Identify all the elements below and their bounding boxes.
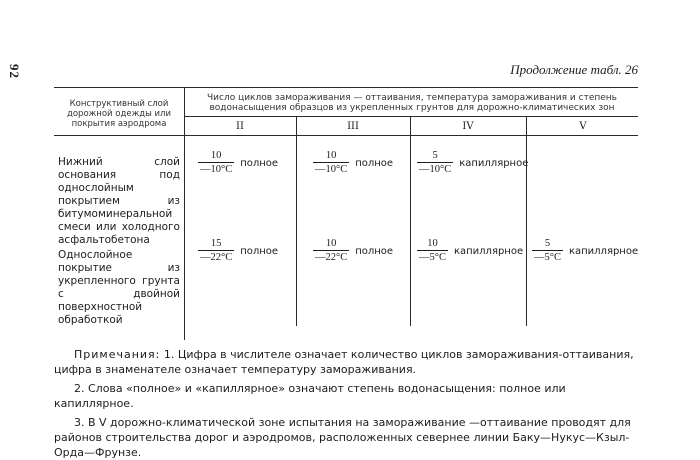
row-2-zone-IV-cell: [417, 238, 523, 264]
fraction: [417, 238, 448, 264]
saturation-condition: капиллярное: [459, 157, 529, 169]
note-1: [54, 347, 638, 377]
cycles-value: 10: [210, 150, 222, 161]
page-number: 92: [7, 64, 22, 79]
cycles-value: 10: [325, 150, 337, 161]
saturation-condition: капиллярное: [568, 245, 639, 257]
saturation-condition: полное: [240, 157, 279, 169]
temperature-value: —5°С: [419, 252, 446, 263]
row-1-zone-II-cell: [198, 150, 278, 176]
note-1-text: 1. Цифра в числителе означает количество циклов замораживания-оттаивания, цифра в знаменателе означает температуру замораживания.: [54, 348, 634, 376]
temperature-value: —10°С: [200, 164, 233, 175]
zone-III: III: [347, 121, 359, 132]
fraction: [313, 150, 349, 176]
zone-II: II: [236, 121, 244, 132]
cycles-value: 5: [432, 150, 438, 161]
note-3: 3. В V дорожно-климатической зоне испытания на замораживание —оттаивание проводят для районов строительства дорог и аэродромов, расположенных севернее линии Баку—Нукус—Кзыл-Орда—Фрунзе.: [54, 416, 631, 459]
notes-block: [54, 347, 638, 460]
header-divider-rule: [184, 116, 638, 117]
row-2-label: Однослойное покрытие из укрепленного грунта с двойной поверхностной обработкой: [58, 249, 180, 326]
notes-heading: Примечания:: [74, 348, 161, 361]
row-1-zone-III-cell: [313, 150, 393, 176]
zone-IV: IV: [462, 121, 474, 132]
header-bottom-rule: [54, 135, 638, 136]
zone-V: V: [579, 121, 587, 132]
fraction: [198, 150, 234, 176]
temperature-value: —22°С: [315, 252, 348, 263]
row-1-zone-IV-cell: [417, 150, 528, 176]
saturation-condition: капиллярное: [453, 245, 524, 257]
saturation-condition: полное: [355, 245, 394, 257]
row-2-zone-V-cell: [532, 238, 638, 264]
column-rule-3: [410, 116, 411, 326]
header-zones-title: Число циклов замораживания — оттаивания, температура замораживания и степень водонасыщения образцов из укрепленных грунтов для дорожно-климатических зон: [207, 93, 617, 113]
temperature-value: —22°С: [200, 252, 233, 263]
cycles-value: 10: [325, 238, 337, 249]
column-rule-1: [184, 87, 185, 340]
temperature-value: —10°С: [419, 164, 452, 175]
table-top-rule: [54, 87, 638, 88]
temperature-value: —10°С: [315, 164, 348, 175]
fraction: [532, 238, 563, 264]
row-1-label: Нижний слой основания под однослойным покрытием из битумоминеральной смеси или холодного асфальтобетона: [58, 156, 180, 246]
cycles-value: 15: [210, 238, 222, 249]
cycles-value: 5: [544, 238, 551, 249]
row-2-zone-II-cell: [198, 238, 278, 264]
cycles-value: 10: [427, 238, 438, 249]
saturation-condition: полное: [355, 157, 394, 169]
fraction: [417, 150, 453, 176]
saturation-condition: полное: [240, 245, 279, 257]
table-continuation-caption: Продолжение табл. 26: [510, 62, 638, 77]
row-2-zone-III-cell: [313, 238, 393, 264]
note-2: 2. Слова «полное» и «капиллярное» означают степень водонасыщения: полное или капиллярное.: [54, 382, 566, 410]
column-rule-2: [296, 116, 297, 326]
temperature-value: —5°С: [534, 252, 561, 263]
column-rule-4: [526, 116, 527, 326]
fraction: [198, 238, 234, 264]
fraction: [313, 238, 349, 264]
header-layer-column: Конструктивный слой дорожной одежды или покрытия аэродрома: [66, 99, 172, 129]
